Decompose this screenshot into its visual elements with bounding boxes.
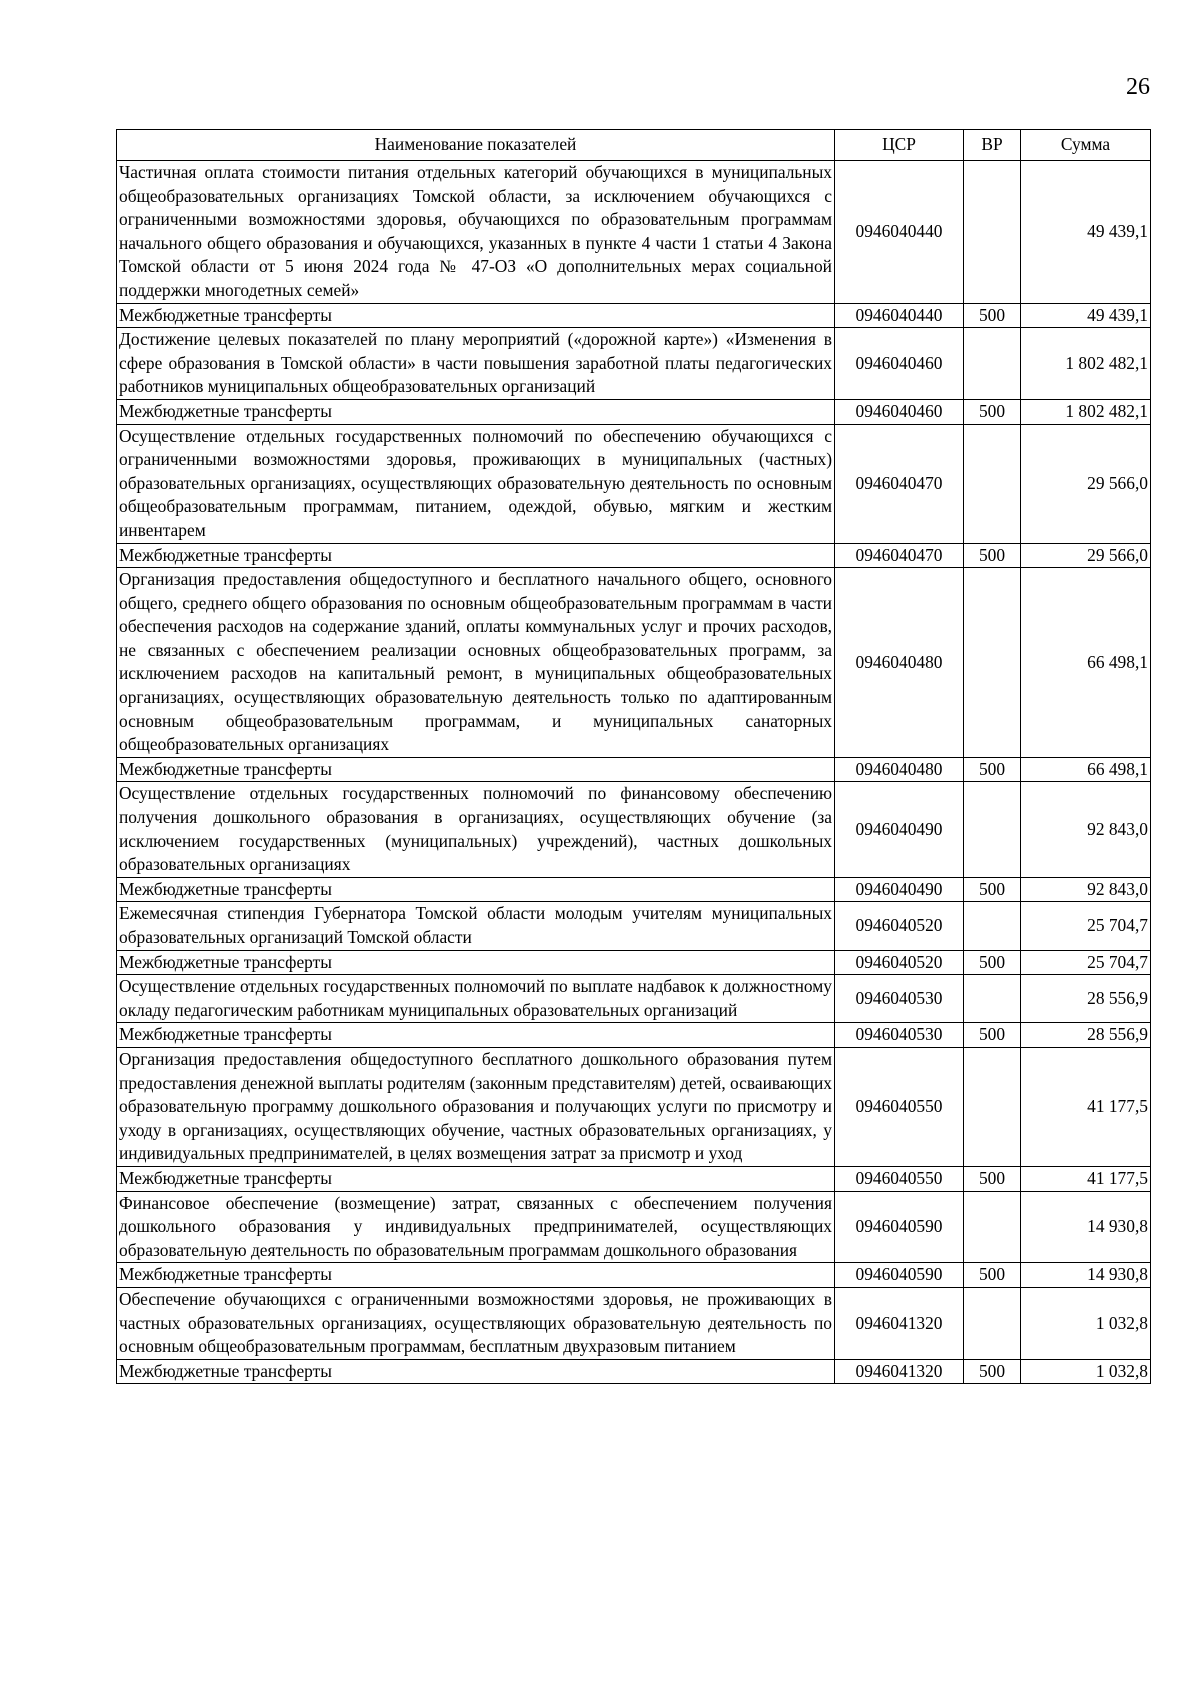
cell-csr: 0946040480 [835,568,964,758]
header-name: Наименование показателей [117,130,835,161]
cell-name: Межбюджетные трансферты [117,757,835,782]
table-row [117,877,1151,902]
cell-name: Ежемесячная стипендия Губернатора Томской области молодым учителям муниципальных образовательных организаций Томской области [117,902,835,950]
header-sum: Сумма [1021,130,1151,161]
cell-vr [964,975,1021,1023]
cell-vr: 500 [964,1023,1021,1048]
cell-csr: 0946040590 [835,1191,964,1263]
table-row [117,1191,1151,1263]
cell-sum: 92 843,0 [1021,782,1151,877]
cell-sum: 49 439,1 [1021,303,1151,328]
cell-sum: 1 802 482,1 [1021,399,1151,424]
cell-name: Межбюджетные трансферты [117,399,835,424]
cell-vr: 500 [964,303,1021,328]
cell-csr: 0946040480 [835,757,964,782]
cell-csr: 0946041320 [835,1359,964,1384]
cell-name: Межбюджетные трансферты [117,1166,835,1191]
cell-name: Межбюджетные трансферты [117,950,835,975]
cell-sum: 49 439,1 [1021,161,1151,304]
cell-vr [964,328,1021,400]
cell-csr: 0946040590 [835,1263,964,1288]
table-row [117,568,1151,758]
cell-sum: 1 802 482,1 [1021,328,1151,400]
table-row [117,328,1151,400]
cell-sum: 25 704,7 [1021,902,1151,950]
cell-sum: 29 566,0 [1021,543,1151,568]
table-row [117,950,1151,975]
cell-name: Межбюджетные трансферты [117,543,835,568]
cell-csr: 0946040530 [835,975,964,1023]
cell-vr: 500 [964,1359,1021,1384]
header-vr: ВР [964,130,1021,161]
cell-sum: 1 032,8 [1021,1359,1151,1384]
table-body [117,161,1151,1384]
table-row [117,303,1151,328]
cell-name: Осуществление отдельных государственных полномочий по выплате надбавок к должностному окладу педагогическим работникам муниципальных образовательных организаций [117,975,835,1023]
cell-name: Межбюджетные трансферты [117,1023,835,1048]
cell-sum: 1 032,8 [1021,1287,1151,1359]
table-header-row [117,130,1151,161]
cell-sum: 25 704,7 [1021,950,1151,975]
table-row [117,1287,1151,1359]
cell-vr: 500 [964,950,1021,975]
cell-sum: 14 930,8 [1021,1191,1151,1263]
table-row [117,424,1151,543]
table-row [117,782,1151,877]
table-row [117,1263,1151,1288]
cell-name: Достижение целевых показателей по плану мероприятий («дорожной карте») «Изменения в сфере образования в Томской области» в части повышения заработной платы педагогических работников муниципальных общеобразовательных организаций [117,328,835,400]
cell-sum: 92 843,0 [1021,877,1151,902]
cell-vr: 500 [964,757,1021,782]
cell-vr: 500 [964,1166,1021,1191]
cell-name: Организация предоставления общедоступного и бесплатного начального общего, основного общего, среднего общего образования по основным общеобразовательным программам в части обеспечения расходов на содержание зданий, оплаты коммунальных услуг и прочих расходов, не связанных с обеспечением реализации основных общеобразовательных программ, за исключением расходов на капитальный ремонт, в муниципальных общеобразовательных организациях, осуществляющих образовательную деятельность только по адаптированным основным общеобразовательным программам, и муниципальных санаторных общеобразовательных организациях [117,568,835,758]
cell-csr: 0946041320 [835,1287,964,1359]
cell-csr: 0946040440 [835,161,964,304]
cell-vr [964,902,1021,950]
table-row [117,902,1151,950]
table-row [117,1023,1151,1048]
cell-csr: 0946040520 [835,902,964,950]
table-row [117,543,1151,568]
cell-vr [964,568,1021,758]
cell-csr: 0946040550 [835,1166,964,1191]
cell-vr [964,161,1021,304]
cell-name: Частичная оплата стоимости питания отдельных категорий обучающихся в муниципальных общеобразовательных организациях Томской области, за исключением обучающихся с ограниченными возможностями здоровья, обучающихся по образовательным программам начального общего образования и обучающихся, указанных в пункте 4 части 1 статьи 4 Закона Томской области от 5 июня 2024 года № 47-ОЗ «О дополнительных мерах социальной поддержки многодетных семей» [117,161,835,304]
table-row [117,161,1151,304]
cell-vr [964,1191,1021,1263]
table-row [117,399,1151,424]
cell-vr [964,424,1021,543]
cell-name: Межбюджетные трансферты [117,303,835,328]
budget-table [116,129,1151,1384]
cell-csr: 0946040490 [835,782,964,877]
cell-vr: 500 [964,399,1021,424]
cell-name: Межбюджетные трансферты [117,877,835,902]
cell-sum: 29 566,0 [1021,424,1151,543]
cell-vr [964,782,1021,877]
table-row [117,1166,1151,1191]
cell-name: Межбюджетные трансферты [117,1359,835,1384]
cell-sum: 41 177,5 [1021,1166,1151,1191]
cell-csr: 0946040460 [835,399,964,424]
table-row [117,975,1151,1023]
cell-csr: 0946040470 [835,424,964,543]
cell-vr [964,1047,1021,1166]
cell-name: Осуществление отдельных государственных полномочий по финансовому обеспечению получения дошкольного образования в организациях, осуществляющих обучение (за исключением государственных (муниципальных) учреждений), частных дошкольных образовательных организациях [117,782,835,877]
cell-name: Организация предоставления общедоступного бесплатного дошкольного образования путем предоставления денежной выплаты родителям (законным представителям) детей, осваивающих образовательную программу дошкольного образования и получающих услуги по присмотру и уходу в организациях, осуществляющих обучение, частных образовательных организациях, у индивидуальных предпринимателей, в целях возмещения затрат за присмотр и уход [117,1047,835,1166]
cell-csr: 0946040490 [835,877,964,902]
cell-sum: 41 177,5 [1021,1047,1151,1166]
cell-csr: 0946040440 [835,303,964,328]
table-row [117,757,1151,782]
cell-vr: 500 [964,543,1021,568]
cell-name: Финансовое обеспечение (возмещение) затрат, связанных с обеспечением получения дошкольного образования у индивидуальных предпринимателей, осуществляющих образовательную деятельность по образовательным программам дошкольного образования [117,1191,835,1263]
header-csr: ЦСР [835,130,964,161]
page-number: 26 [1126,74,1150,100]
cell-csr: 0946040470 [835,543,964,568]
table-row [117,1359,1151,1384]
cell-csr: 0946040520 [835,950,964,975]
cell-name: Осуществление отдельных государственных полномочий по обеспечению обучающихся с ограниченными возможностями здоровья, проживающих в муниципальных (частных) образовательных организациях, осуществляющих образовательную деятельность по основным общеобразовательным программам, питанием, одеждой, обувью, мягким и жестким инвентарем [117,424,835,543]
cell-sum: 28 556,9 [1021,1023,1151,1048]
cell-vr: 500 [964,1263,1021,1288]
cell-vr [964,1287,1021,1359]
cell-csr: 0946040530 [835,1023,964,1048]
cell-sum: 28 556,9 [1021,975,1151,1023]
cell-csr: 0946040550 [835,1047,964,1166]
cell-sum: 66 498,1 [1021,568,1151,758]
cell-sum: 14 930,8 [1021,1263,1151,1288]
table-row [117,1047,1151,1166]
cell-csr: 0946040460 [835,328,964,400]
cell-sum: 66 498,1 [1021,757,1151,782]
cell-vr: 500 [964,877,1021,902]
cell-name: Межбюджетные трансферты [117,1263,835,1288]
cell-name: Обеспечение обучающихся с ограниченными возможностями здоровья, не проживающих в частных образовательных организациях, осуществляющих образовательную деятельность по основным общеобразовательным программам, бесплатным двухразовым питанием [117,1287,835,1359]
